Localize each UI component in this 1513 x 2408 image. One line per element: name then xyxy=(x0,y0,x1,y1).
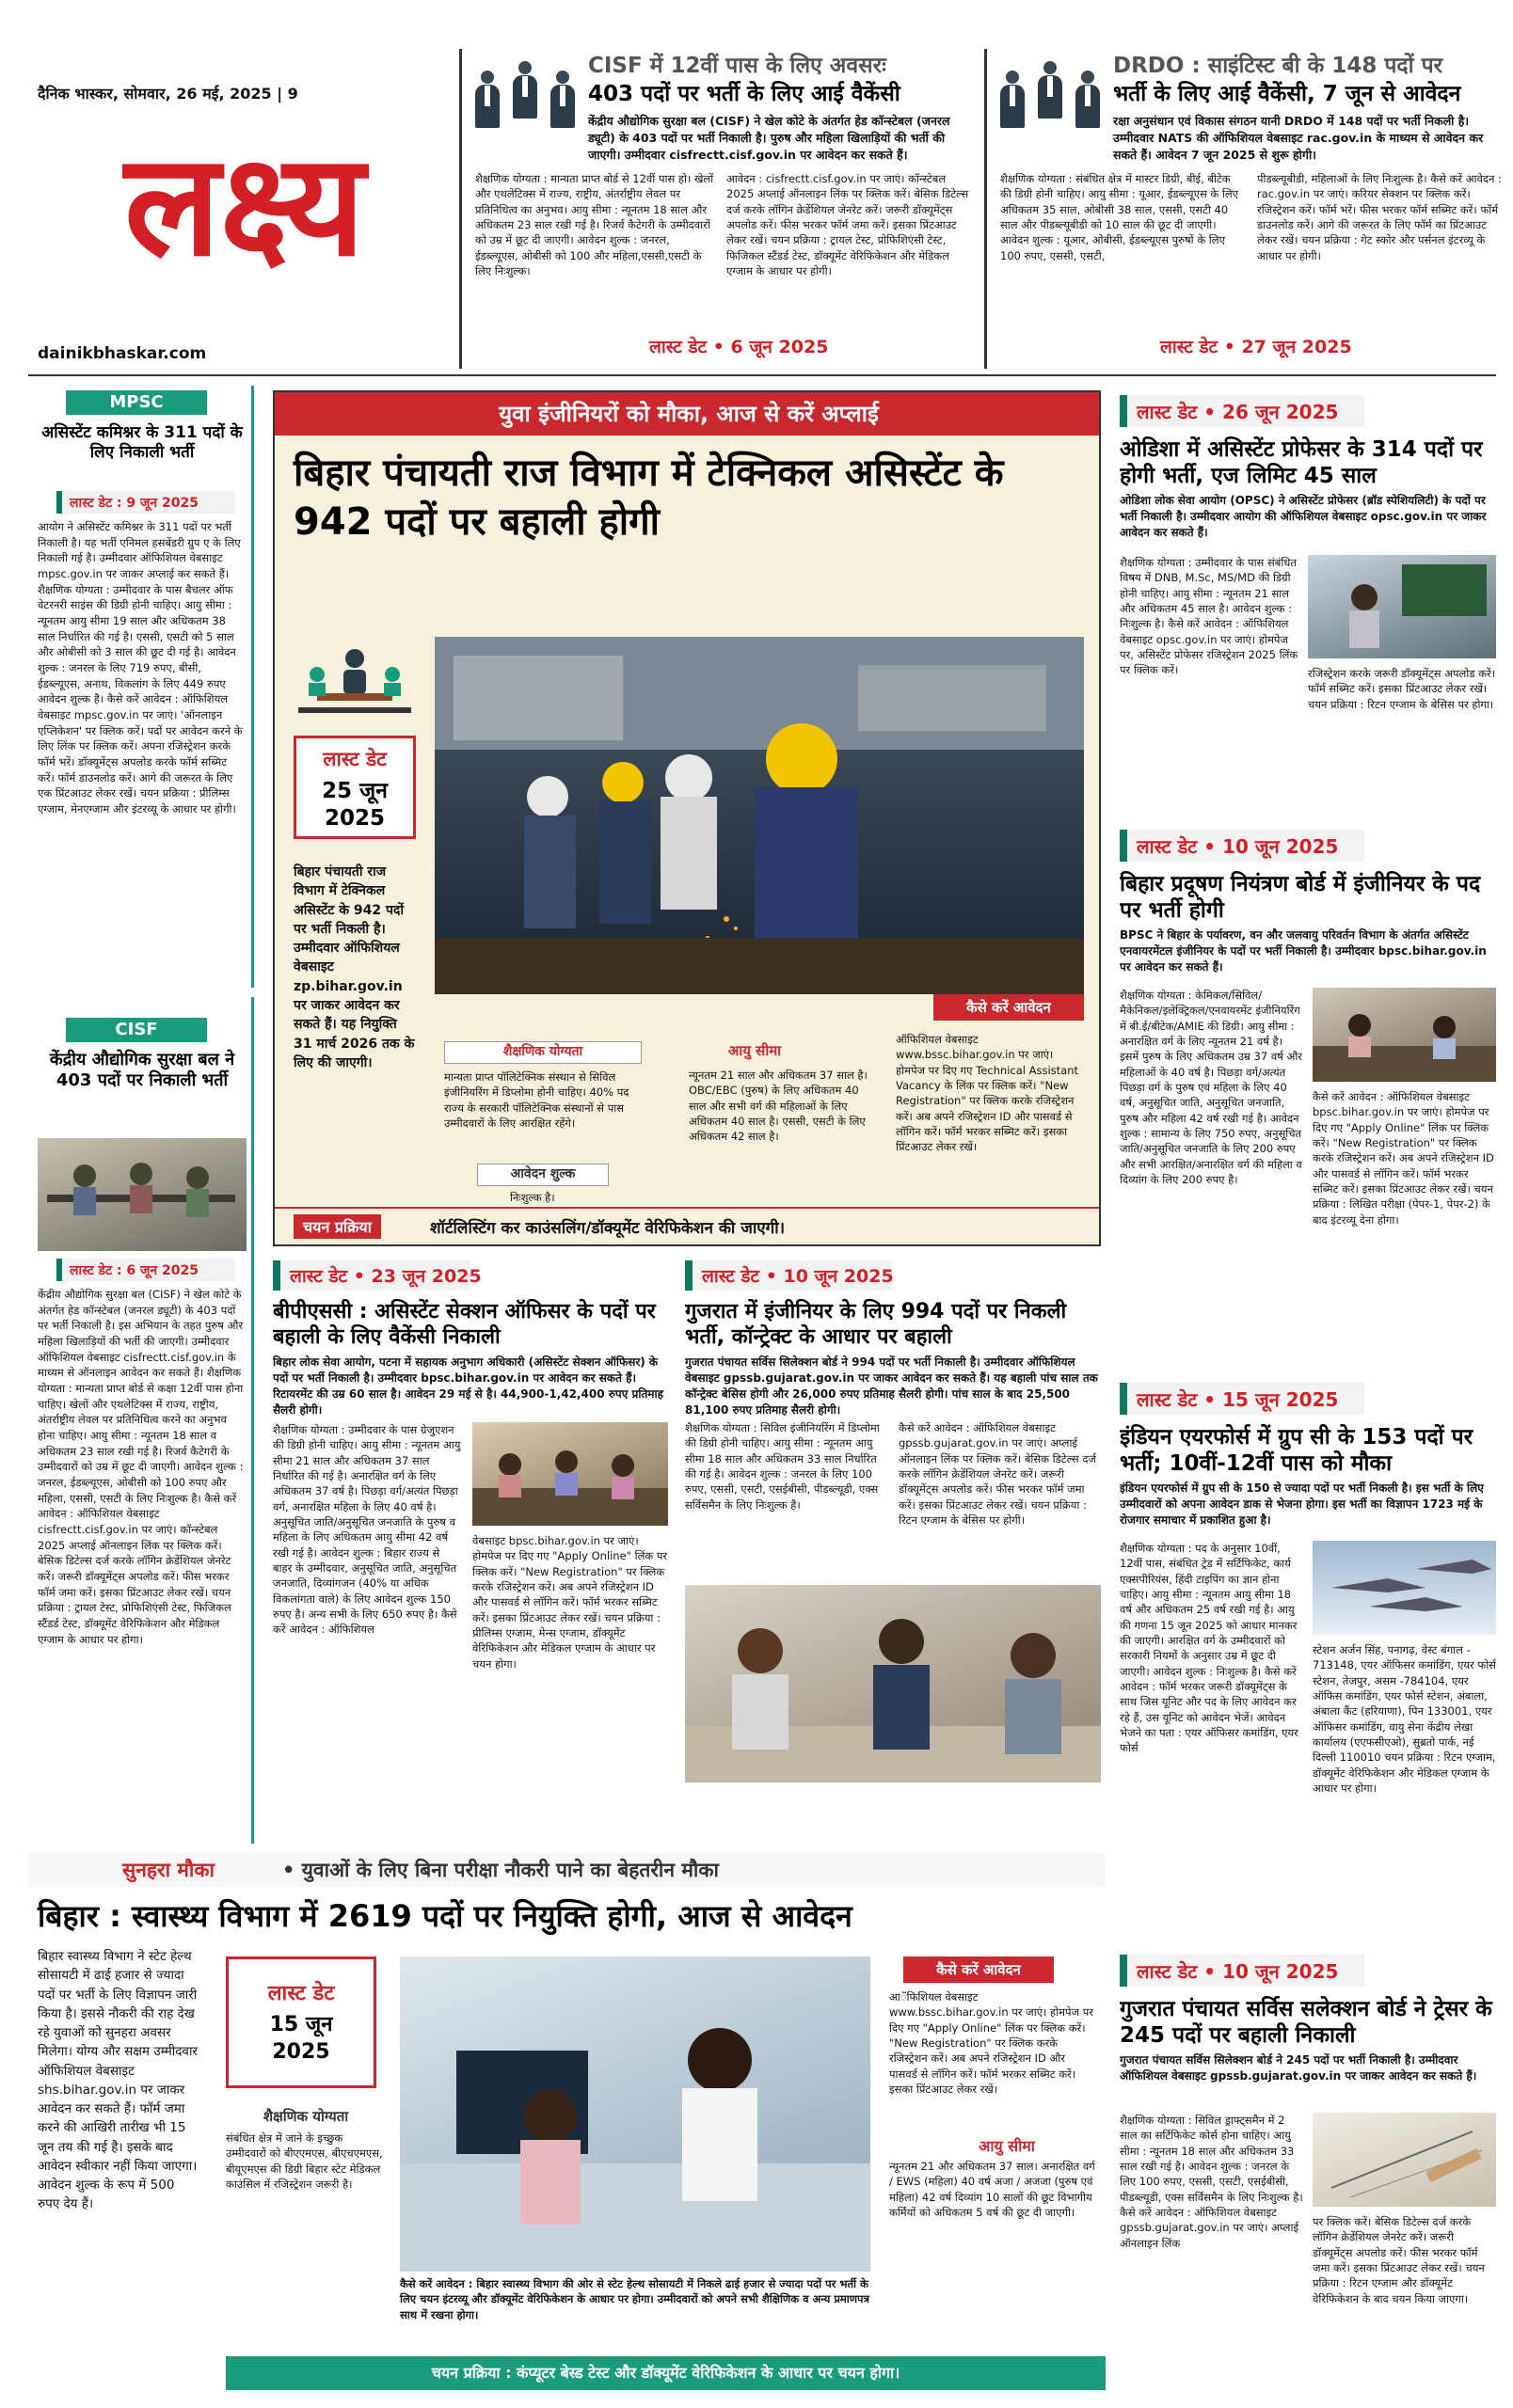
article-body: आयोग ने असिस्टेंट कमिश्नर के 311 पदों पर भर्ती निकाली है। यह भर्ती एनिमल हसबेंडरी ग्रुप ए के लिए निकाली गई है। उम्मीदवार ऑफिशियल वेबसाइट mpsc.gov.in पर जाकर अप्लाई कर सकते हैं। शैक्षणिक योग्यता : उम्मीदवार के पास बैचलर ऑफ वेटरनरी साइंस की डिग्री होनी चाहिए। आयु सीमा : न्यूनतम आयु सीमा 19 साल और अधिकतम 38 साल निर्धारित की गई है। एससी, एसटी को 5 साल और ओबीसी को 3 साल की छूट दी गई है। आवेदन शुल्क : जनरल के लिए 719 रुपए, बीसी, ईडब्ल्यूएस, अनाथ, विकलांग के लिए 449 रुपए आवेदन शुल्क है। कैसे करें आवेदन : ऑफिशियल वेबसाइट mpsc.gov.in पर जाएं। 'ऑनलाइन एप्लिकेशन' पर क्लिक करें। पदों पर आवेदन करने के लिए लिंक पर क्लिक करें। अपना रजिस्ट्रेशन करके फॉर्म भरें। डॉक्यूमेंट्स अपलोड करके फॉर्म सब्मिट करें। फॉर्म डाउनलोड करें। आगे की जरूरत के लिए एक प्रिंटआउट लेकर रखें। चयन प्रक्रिया : प्रीलिम्स एग्जाम, मेनएग्जाम और इंटरव्यू के आधार पर होगी। xyxy=(38,520,243,816)
left-summary: बिहार स्वास्थ्य विभाग ने स्टेट हेल्थ सोसायटी में ढाई हजार से ज्यादा पदों पर भर्ती के लिए विज्ञापन जारी किया है। इससे नौकरी की राह देख रहे युवाओं को सुनहरा अवसर मिलेगा। योग्य और सक्षम उम्मीदवार ऑफिशियल वेबसाइट shs.bihar.gov.in पर जाकर आवेदन कर सकते हैं। फॉर्म जमा करने की आखिरी तारीख भी 15 जून तय की गई है। इसके बाद आवेदन स्वीकार नहीं किया जाएगा। आवेदन शुल्क के रूप में 500 रुपए देय हैं। xyxy=(38,1949,198,2212)
mpsc-article xyxy=(28,386,254,988)
how-text: ऑफिशियल वेबसाइट www.bssc.bihar.gov.in पर जाएं। होमपेज पर दिए गए Technical Assistant Vacancy के लिंक पर क्लिक करें। "New Registration" पर क्लिक करके रजिस्ट्रेशन करें। अब अपने रजिस्ट्रेशन ID और पासवर्ड से लॉगिन करें। फॉर्म भरकर सब्मिट करें। इसका प्रिंटआउट लेकर रखें। xyxy=(896,1033,1079,1154)
fee-text: निःशुल्क है। xyxy=(510,1191,555,1204)
article-col2: पर क्लिक करें। बेसिक डिटेल्स दर्ज करके लॉगिन क्रेडेंशियल जेनरेट करें। जरूरी डॉक्यूमेंट्स अपलोड करें। फीस भरकर फॉर्म जमा करें। इसका प्रिंटआउट लेकर रखें। चयन प्रक्रिया : रिटन एग्जाम और डॉक्यूमेंट वेरिफिकेशन के बाद चयन किया जाएगा। xyxy=(1313,2215,1485,2305)
age-text: न्यूनतम 21 और अधिकतम 37 साल। अनारक्षित वर्ग / EWS (महिला) 40 वर्ष अजा / अजजा (पुरुष एवं महिला) 42 वर्ष दिव्यांग 10 सालों की छूट विभागीय कर्मियों को अधिकतम 5 वर्ष की छूट दी जाएगी। xyxy=(889,2160,1095,2219)
divider xyxy=(28,374,1496,376)
selection-text: शॉर्टलिस्टिंग कर काउंसलिंग/डॉक्यूमेंट वेरिफिकेशन की जाएगी। xyxy=(430,1219,786,1238)
masthead-logo xyxy=(66,113,423,292)
how-head: कैसे करें आवेदन xyxy=(903,1956,1054,1983)
gujarat-tracer-article xyxy=(1120,1955,1496,2397)
cisf-top-article xyxy=(470,47,979,367)
iaf-article xyxy=(1120,1383,1496,1947)
odisha-article xyxy=(1120,395,1496,818)
article-intro: BPSC ने बिहार के पर्यावरण, वन और जलवायु परिवर्तन विभाग के अंतर्गत असिस्टेंट एनवायरमेंटल इंजीनियर के पदों पर भर्ती निकाली है। उम्मीदवार bpsc.bihar.gov.in पर आवेदन कर सकते हैं। xyxy=(1120,928,1487,974)
article-intro: ओडिशा लोक सेवा आयोग (OPSC) ने असिस्टेंट प्रोफेसर (ब्रॉड स्पेशियलिटी) के पदों पर भर्ती निकाली है। उम्मीदवार आयोग की ऑफिशियल वेबसाइट opsc.gov.in पर जाकर आवेदन कर सकते हैं। xyxy=(1120,494,1487,540)
article-title: गुजरात पंचायत सर्विस सलेक्शन बोर्ड ने ट्रेसर के 245 पदों पर बहाली निकाली xyxy=(1120,1997,1492,2049)
article-col1: शैक्षणिक योग्यता : केमिकल/सिविल/मैकेनिकल/इलेक्ट्रिकल/एनवायरमेंट इंजीनियरिंग में बी.ई/बीटेक/AMIE की डिग्री। आयु सीमा : अनारक्षित वर्ग के लिए न्यूनतम 21 वर्ष है। इसमें पुरुष के लिए अधिकतम उम्र 37 वर्ष और महिलाओं के 40 वर्ष है। पिछड़ा वर्ग/अत्यंत पिछड़ा वर्ग के पुरुष एवं महिला के लिए 40 वर्ष, अनुसूचित जाति, अनुसूचित जनजाति, पुरुष और महिला 42 वर्ष रखी गई है। आवेदन शुल्क : सामान्य के लिए 750 रुपए, अनुसूचित जाति/अनुसूचित जनजाति के लिए 200 रुपए और सभी आरक्षित/अनारक्षित वर्ग की महिला व दिव्यांग के लिए 200 रुपए है। xyxy=(1120,989,1302,1186)
headline: बिहार पंचायती राज विभाग में टेक्निकल असिस्टेंट के 942 पदों पर बहाली होगी xyxy=(294,452,1004,544)
last-date-box xyxy=(294,736,416,839)
edu-text: संबंधित क्षेत्र में जाने के इच्छुक उम्मीदवारों को बीएएमएस, बीएचएमएस, बीयूएमएस की डिग्री बिहार स्टेट मेडिकल काउंसिल में रजिस्ट्रेशन जरूरी है। xyxy=(226,2131,383,2191)
strip-text: • युवाओं के लिए बिना परीक्षा नौकरी पाने का बेहतरीन मौका xyxy=(282,1859,719,1881)
how-text: आॅफिशियल वेबसाइट www.bssc.bihar.gov.in पर जाएं। होमपेज पर दिए गए "Apply Online" लिंक पर क्लिक करें। "New Registration" पर क्लिक करके रजिस्ट्रेशन करें। अब अपने रजिस्ट्रेशन ID और पासवर्ड से लॉगिन करें। फॉर्म भरकर सब्मिट करें। इसका प्रिंटआउट लेकर रखें। xyxy=(889,1990,1093,2096)
publication-line: दैनिक भास्कर, सोमवार, 26 मई, 2025 | 9 xyxy=(38,85,298,103)
article-title: बिहार प्रदूषण नियंत्रण बोर्ड में इंजीनियर के पद पर भर्ती होगी xyxy=(1120,872,1481,924)
article-title: बीपीएससी : असिस्टेंट सेक्शन ऑफिसर के पदों पर बहाली के लिए वैकेंसी निकाली xyxy=(273,1300,656,1349)
exam-photo xyxy=(472,1422,668,1526)
bihar-main-article xyxy=(273,390,1101,1246)
article-intro: बिहार लोक सेवा आयोग, पटना में सहायक अनुभाग अधिकारी (असिस्टेंट सेक्शन ऑफिसर) के पदों पर भर्ती निकाली है। उम्मीदवार bpsc.bihar.gov.in पर आवेदन कर सकते हैं। रिटायरमेंट की उम्र 60 साल है। आवेदन 29 मई से है। 44,900-1,42,400 रुपए प्रतिमाह सैलरी होगी। xyxy=(273,1355,663,1418)
article-intro: रक्षा अनुसंधान एवं विकास संगठन यानी DRDO में 148 पदों पर भर्ती निकली है। उम्मीदवार NATS की ऑफिशियल वेबसाइट rac.gov.in के माध्यम से आवेदन कर सकते हैं। आवेदन 7 जून 2025 से शुरू होगी। xyxy=(1113,114,1484,162)
age-text: न्यूनतम 21 साल और अधिकतम 37 साल है। OBC/EBC (पुरुष) के लिए अधिकतम 40 साल और सभी वर्ग की महिलाओं के लिए अधिकतम 40 साल है। एससी, एसटी के लिए अधिकतम 42 साल है। xyxy=(689,1069,868,1144)
divider xyxy=(459,49,462,369)
article-col1: शैक्षणिक योग्यता : उम्मीदवार के पास ग्रेजुएशन की डिग्री होनी चाहिए। आयु सीमा : न्यूनतम आयु सीमा 21 साल और अधिकतम 37 साल निर्धारित की गई है। अनारक्षित वर्ग के लिए अधिकतम 37 वर्ष है। पिछड़ा वर्ग/अत्यंत पिछड़ा वर्ग, अनारक्षित महिला के लिए 40 वर्ष है। अनुसूचित जाति/अनुसूचित जनजाति के पुरुष व महिला के लिए अधिकतम आयु सीमा 42 वर्ष रखी गई है। आवेदन शुल्क : बिहार राज्य से बाहर के उम्मीदवार, अनुसूचित जाति, अनुसूचित जनजाति, दिव्यांगजन (40% या अधिक विकलांगता वाले) के लिए आवेदन शुल्क 150 रुपए है। अन्य सभी के लिए 650 रुपए है। कैसे करें आवेदन : ऑफिशियल xyxy=(273,1423,461,1637)
gujarat-engineer-article xyxy=(685,1260,1101,1787)
last-date: लास्ट डेट : 9 जून 2025 xyxy=(56,491,235,514)
section-tag: CISF xyxy=(66,1018,207,1042)
article-title: इंडियन एयरफोर्स में ग्रुप सी के 153 पदों पर भर्ती; 10वीं-12वीं पास को मौका xyxy=(1120,1425,1473,1477)
article-title: भर्ती के लिए आई वैकेंसी, 7 जून से आवेदन xyxy=(1113,82,1461,106)
article-col2: कैसे करें आवेदन : ऑफिशियल वेबसाइट bpsc.bihar.gov.in पर जाएं। होमपेज पर दिए गए "Apply Online" लिंक पर क्लिक करें। "New Registration" पर क्लिक करके रजिस्ट्रेशन करें। अब अपने रजिस्ट्रेशन ID और पासवर्ड से लॉगिन करें। फॉर्म भरकर सब्मिट करें। इसका प्रिंटआउट लेकर रखें। चयन प्रक्रिया : लिखित परीक्षा (पेपर-1, पेपर-2) के बाद इंटरव्यू देना होगा। xyxy=(1313,1090,1494,1227)
article-col1: शैक्षणिक योग्यता : मान्यता प्राप्त बोर्ड से 12वीं पास हो। खेलों और एथलेटिक्स में राज्य, राष्ट्रीय, अंतर्राष्ट्रीय लेवल पर प्रतिनिधित्व का अनुभव। आयु सीमा : न्यूनतम 18 साल और अधिकतम 23 साल रखी गई है। रिजर्व कैटेगरी के उम्मीदवारों को उम्र में छूट दी जाएगी। आवेदन शुल्क : जनरल, ईडब्ल्यूएस, ओबीसी को 100 और महिला,एससी,एसटी के लिए निःशुल्क। xyxy=(475,172,714,277)
article-col2: स्टेशन अर्जन सिंह, पनागढ़, वेस्ट बंगाल - 713148, एयर ऑफिसर कमांडिंग, एयर फोर्स स्टेशन, तेजपुर, असम -784104, एयर ऑफिस कमांडिंग, एयर फोर्स स्टेशन, अंबाला, अंबाला कैंट (हरियाणा), पिन 133001, एयर ऑफिसर कमांडिंग, वायु सेना केंद्रीय लेखा कार्यालय (एएफसीएओ), सुब्रतो पार्क, नई दिल्ली 110010 चयन प्रक्रिया : रिटन एग्जाम, डॉक्यूमेंट वेरिफिकेशन और मेडिकल एग्जाम के आधार पर होगा। xyxy=(1313,1643,1496,1795)
headline: बिहार : स्वास्थ्य विभाग में 2619 पदों पर नियुक्ति होगी, आज से आवेदन xyxy=(38,1898,852,1934)
article-kicker: CISF में 12वीं पास के लिए अवसरः xyxy=(588,54,886,78)
last-date: लास्ट डेट • 10 जून 2025 xyxy=(1120,1955,1364,1987)
article-col1: शैक्षणिक योग्यता : सिविल ड्राफ्ट्समैन में 2 साल का सर्टिफिकेट कोर्स होना चाहिए। आयु सीमा : न्यूनतम 18 साल और अधिकतम 33 साल रखी गई है। आवेदन शुल्क : जनरल के लिए 100 रुपए, एससी, एसटी, एसईबीसी, पीडब्ल्यूडी, एक्स सर्विसमैन के लिए निःशुल्क है। कैसे करें आवेदन : ऑफिशियल वेबसाइट gpssb.gujarat.gov.in पर जाएं। अप्लाई ऑनलाइन लिंक xyxy=(1120,2114,1303,2250)
strip-tag: सुनहरा मौका xyxy=(122,1859,215,1881)
edu-head: शैक्षणिक योग्यता xyxy=(444,1041,642,1064)
engineers-photo xyxy=(685,1585,1101,1782)
last-date: लास्ट डेट • 10 जून 2025 xyxy=(685,1260,892,1291)
last-date: लास्ट डेट • 26 जून 2025 xyxy=(1120,395,1364,427)
cisf-side-article xyxy=(28,997,254,1844)
article-title: ओडिशा में असिस्टेंट प्रोफेसर के 314 पदों पर होगी भर्ती, एज लिमिट 45 साल xyxy=(1120,437,1483,489)
exam-photo xyxy=(1313,988,1496,1082)
article-col1: शैक्षणिक योग्यता : सिविल इंजीनियरिंग में डिप्लोमा की डिग्री होनी चाहिए। आयु सीमा : न्यूनतम आयु सीमा 18 साल और अधिकतम 33 साल निर्धारित की गई है। आवेदन शुल्क : जनरल के लिए 100 रुपए, एससी, एसटी, एसईबीसी, पीडब्ल्यूडी, एक्स सर्विसमैन के लिए निःशुल्क है। xyxy=(685,1421,880,1512)
bihar-health-article xyxy=(28,1853,1106,2399)
article-title: 403 पदों पर भर्ती के लिए आई वैकेंसी xyxy=(588,82,900,106)
article-intro: केंद्रीय औद्योगिक सुरक्षा बल (CISF) ने खेल कोटे के अंतर्गत हेड कॉन्स्टेबल (जनरल ड्यूटी) के 403 पदों पर भर्ती निकाली है। पुरुष और महिला खिलाड़ियों की भर्ती की जाएगी। उम्मीदवार cisfrectt.cisf.gov.in पर आवेदन कर सकते हैं। xyxy=(588,114,950,162)
drdo-top-article xyxy=(995,47,1508,367)
last-date: लास्ट डेट : 6 जून 2025 xyxy=(56,1259,235,1281)
side-summary: बिहार पंचायती राज विभाग में टेक्निकल असिस्टेंट के 942 पदों पर भर्ती निकली है। उम्मीदवार ऑफिशियल वेबसाइट zp.bihar.gov.in पर जाकर आवेदन कर सकते हैं। यह नियुक्ति 31 मार्च 2026 तक के लिए की जाएगी। xyxy=(294,864,415,1070)
strip xyxy=(28,1853,1106,1887)
last-date-box xyxy=(226,1956,376,2088)
exam-hall-photo xyxy=(38,1138,247,1251)
last-date-value: 25 जून 2025 xyxy=(322,779,388,831)
masthead-area xyxy=(0,0,452,376)
age-head: आयु सीमा xyxy=(979,2137,1035,2155)
doctor-photo xyxy=(400,1956,870,2272)
last-date-label: लास्ट डेट xyxy=(323,748,387,770)
last-date: लास्ट डेट • 27 जून 2025 xyxy=(1160,337,1352,357)
workshop-photo xyxy=(435,637,1084,994)
fee-head: आवेदन शुल्क xyxy=(477,1164,609,1186)
article-kicker: DRDO : साइंटिस्ट बी के 148 पदों पर xyxy=(1113,54,1443,78)
bihar-pollution-board-article xyxy=(1120,830,1496,1375)
article-col2: आवेदन : cisfrectt.cisf.gov.in पर जाएं। कॉन्स्टेबल 2025 अप्लाई ऑनलाइन लिंक पर क्लिक करें। बेसिक डिटेल्स दर्ज करके लॉगिन क्रेडेंशियल जेनरेट करें। जरूरी डॉक्यूमेंट्स अपलोड करें। फीस भरकर फॉर्म जमा करें। इसका प्रिंटआउट लेकर रखें। चयन प्रक्रिया : ट्रायल टेस्ट, प्रोफिशिएंसी टेस्ट, फिजिकल स्टैंडर्ड टेस्ट, डॉक्यूमेंट वेरिफिकेशन और मेडिकल एग्जाम के आधार पर होगी। xyxy=(726,172,969,277)
age-head: आयु सीमा xyxy=(727,1042,782,1059)
website-url: dainikbhaskar.com xyxy=(38,344,207,363)
article-title: असिस्टेंट कमिश्नर के 311 पदों के लिए निकाली भर्ती xyxy=(41,423,243,462)
banner: युवा इंजीनियरों को मौका, आज से करें अप्लाई xyxy=(275,392,1101,436)
article-intro: गुजरात पंचायत सर्विस सिलेक्शन बोर्ड ने 994 पदों पर भर्ती निकाली है। उम्मीदवार ऑफिशियल वेबसाइट gpssb.gujarat.gov.in पर जाकर आवेदन कर सकते हैं। यह बहाली पांच साल तक कॉन्ट्रेक्ट बेसिस होगी और 26,000 रुपए प्रतिमाह सैलरी होगी। पांच साल के बाद 25,500 81,100 रुपए प्रतिमाह सैलरी होगी। xyxy=(685,1355,1098,1418)
article-col2: वेबसाइट bpsc.bihar.gov.in पर जाएं। होमपेज पर दिए गए "Apply Online" लिंक पर क्लिक करें। "New Registration" पर क्लिक करके रजिस्ट्रेशन करें। अब अपने रजिस्ट्रेशन ID और पासवर्ड से लॉगिन करें। फॉर्म भरकर सब्मिट करें। इसका प्रिंटआउट लेकर रखें। चयन प्रक्रिया : प्रीलिम्स एग्जाम, मेन्स एग्जाम, डॉक्यूमेंट वेरिफिकेशन और मेडिकल एग्जाम के आधार पर चयन होगा। xyxy=(472,1534,668,1671)
edu-head: शैक्षणिक योग्यता xyxy=(263,2108,349,2125)
divider xyxy=(984,49,987,369)
article-title: गुजरात में इंजीनियर के लिए 994 पदों पर निकली भर्ती, कॉन्ट्रेक्ट के आधार पर बहाली xyxy=(685,1300,1067,1349)
last-date: लास्ट डेट • 23 जून 2025 xyxy=(273,1260,470,1291)
last-date-value: 15 जून 2025 xyxy=(269,2013,333,2064)
article-body: केंद्रीय औद्योगिक सुरक्षा बल (CISF) ने खेल कोटे के अंतर्गत हेड कॉन्स्टेबल (जनरल ड्यूटी) के 403 पदों पर भर्ती निकाली है। इस अभियान के तहत पुरुष और महिला खिलाड़ियों की भर्ती की जाएगी। उम्मीदवार ऑफिशियल वेबसाइट cisfrectt.cisf.gov.in के माध्यम से ऑनलाइन आवेदन कर सकते हैं। शैक्षणिक योग्यता : मान्यता प्राप्त बोर्ड से कक्षा 12वीं पास होना चाहिए। खेलों और एथलेटिक्स में राज्य, राष्ट्रीय, अंतर्राष्ट्रीय लेवल पर प्रतिनिधित्व करने का अनुभव होना चाहिए। आयु सीमा : न्यूनतम 18 साल व अधिकतम 23 साल रखी गई है। रिजर्व कैटेगरी के उम्मीदवारों को उम्र में छूट दी जाएगी। आवेदन शुल्क : जनरल, ईडब्ल्यूएस, ओबीसी को 100 रुपए और महिला, एससी, एसटी के लिए निःशुल्क है। कैसे करें आवेदन : ऑफिशियल वेबसाइट cisfrectt.cisf.gov.in पर जाएं। कॉन्स्टेबल 2025 अप्लाई ऑनलाइन लिंक पर क्लिक करें। बेसिक डिटेल्स दर्ज करके लॉगिन क्रेडेंशियल जेनरेट करें। जरूरी डॉक्यूमेंट्स अपलोड करें। फीस भरकर फॉर्म जमा करें। इसका प्रिंटआउट लेकर रखें। चयन प्रक्रिया : ट्रायल टेस्ट, प्रोफिशिएंसी टेस्ट, फिजिकल स्टैंडर्ड टेस्ट, डॉक्यूमेंट वेरिफिकेशन और मेडिकल एग्जाम के आधार पर होगा। xyxy=(38,1288,244,1646)
masthead-text: लक्ष्य xyxy=(124,124,365,288)
last-date-label: लास्ट डेट xyxy=(267,1982,335,2005)
edu-text: मान्यता प्राप्त पॉलिटेक्निक संस्थान से सिविल इंजीनियरिंग में डिप्लोमा होनी चाहिए। 40% पद राज्य के सरकारी पॉलिटेक्निक संस्थानों से पास उम्मीदवारों के लिए आरक्षित रहेंगे। xyxy=(444,1070,629,1130)
last-date: लास्ट डेट • 10 जून 2025 xyxy=(1120,830,1364,862)
people-icon xyxy=(1000,61,1104,136)
how-to-apply-tag: कैसे करें आवेदन xyxy=(933,994,1084,1021)
bpsc-aso-article xyxy=(273,1260,668,1787)
classroom-photo xyxy=(1308,555,1496,658)
office-icon xyxy=(298,642,411,731)
article-intro: इंडियन एयरफोर्स में ग्रुप सी के 150 से ज्यादा पदों पर भर्ती निकली है। इस भर्ती के लिए उम्मीदवारों को अपना आवेदन डाक से भेजना होगा। इस भर्ती का विज्ञापन 1723 मई के रोजगार समाचार में प्रकाशित हुआ है। xyxy=(1120,1481,1484,1528)
article-col1: शैक्षणिक योग्यता : संबंधित क्षेत्र में मास्टर डिग्री, बीई, बीटेक की डिग्री होनी चाहिए। आयु सीमा : यूआर, ईडब्ल्यूएस के लिए अधिकतम 35 साल, ओबीसी 38 साल, एससी, एसटी 40 साल और पीडब्ल्यूबीडी को 10 साल की छूट दी जाएगी। आवेदन शुल्क : यूआर, ओबीसी, ईडब्ल्यूएस पुरुषों के लिए 100 रुपए, एससी, एसटी, xyxy=(1000,172,1238,262)
selection-head: चयन प्रक्रिया xyxy=(294,1214,381,1239)
jets-photo xyxy=(1313,1541,1496,1635)
last-date: लास्ट डेट • 15 जून 2025 xyxy=(1120,1383,1364,1415)
article-col2: रजिस्ट्रेशन करके जरूरी डॉक्यूमेंट्स अपलोड करें। फॉर्म सब्मिट करें। इसका प्रिंटआउट लेकर रखें। चयन प्रक्रिया : रिटन एग्जाम के बेसिस पर होगा। xyxy=(1308,667,1496,711)
last-date: लास्ट डेट • 6 जून 2025 xyxy=(649,337,829,357)
article-col1: शैक्षणिक योग्यता : उम्मीदवार के पास संबंधित विषय में DNB, M.Sc, MS/MD की डिग्री होनी चाहिए। आयु सीमा : न्यूनतम 21 साल और अधिकतम 45 साल है। आवेदन शुल्क : निःशुल्क है। कैसे करें आवेदन : ऑफिशियल वेबसाइट opsc.gov.in पर जाएं। होमपेज पर, असिस्टेंट प्रोफेसर रजिस्ट्रेशन 2025 लिंक पर क्लिक करें। xyxy=(1120,556,1298,677)
article-title: केंद्रीय औद्योगिक सुरक्षा बल ने 403 पदों पर निकाली भर्ती xyxy=(49,1050,235,1090)
section-tag: MPSC xyxy=(66,390,207,415)
people-icon xyxy=(475,61,579,136)
selection-bar xyxy=(275,1207,1101,1244)
photo-caption: कैसे करें आवेदन : बिहार स्वास्थ्य विभाग की ओर से स्टेट हेल्थ सोसायटी में निकले ढाई हजार से ज्यादा पदों पर भर्ती के लिए चयन इंटरव्यू और डॉक्यूमेंट वेरिफिकेशन के आधार पर होगा। उम्मीदवारों को अपने सभी शैक्षिणिक व अन्य प्रमाणपत्र साथ में रखना होगा। xyxy=(400,2277,869,2321)
article-col2: पीडब्ल्यूबीडी, महिलाओं के लिए निःशुल्क है। कैसे करें आवेदन : rac.gov.in पर जाएं। करियर सेक्शन पर क्लिक करें। रजिस्ट्रेशन करें। फॉर्म भरें। फीस भरकर फॉर्म सब्मिट करें। फॉर्म डाउनलोड करें। आगे की जरूरत के लिए फॉर्म का प्रिंटआउट लेकर रखें। चयन प्रक्रिया : गेट स्कोर और पर्सनल इंटरव्यू के आधार पर होगी। xyxy=(1257,172,1502,262)
drawing-photo xyxy=(1313,2113,1496,2207)
article-col2: कैसे करें आवेदन : ऑफिशियल वेबसाइट gpssb.gujarat.gov.in पर जाएं। अप्लाई ऑनलाइन लिंक पर क्लिक करें। बेसिक डिटेल्स दर्ज करके लॉगिन क्रेडेंशियल जेनरेट करें। जरूरी डॉक्यूमेंट्स अपलोड करें। फीस भरकर फॉर्म जमा करें। इसका प्रिंटआउट लेकर रखें। चयन प्रक्रिया : रिटन एग्जाम के बेसिस पर होगी। xyxy=(899,1421,1096,1527)
article-intro: गुजरात पंचायत सर्विस सिलेक्शन बोर्ड ने 245 पदों पर भर्ती निकाली है। उम्मीदवार ऑफिशियल वेबसाइट gpssb.gujarat.gov.in पर जाकर आवेदन कर सकते हैं। xyxy=(1120,2053,1477,2083)
selection-bar: चयन प्रक्रिया : कंप्यूटर बेस्ड टेस्ट और डॉक्यूमेंट वेरिफिकेशन के आधार पर चयन होगा। xyxy=(226,2356,1106,2390)
article-col1: शैक्षणिक योग्यता : पद के अनुसार 10वीं, 12वीं पास, संबंधित ट्रेड में सर्टिफिकेट, कार्य एक्सपीरियंस, हिंदी टाइपिंग का ज्ञान होना चाहिए। आयु सीमा : न्यूनतम आयु सीमा 18 वर्ष और अधिकतम 25 वर्ष रखी गई है। आयु की गणना 15 जून 2025 को आधार मानकर की जाएगी। आरक्षित वर्ग के उम्मीदवारों को सरकारी नियमों के अनुसार उम्र में छूट दी जाएगी। आवेदन शुल्क : निःशुल्क है। कैसे करें आवेदन : फॉर्म भरकर जरूरी डॉक्यूमेंट्स के साथ जिस यूनिट और पद के लिए आवेदन कर रहे हैं, उस यूनिट को आवेदन भेजें। आवेदन भेजने का पता : एयर ऑफिसर कमांडिंग, एयर फोर्स xyxy=(1120,1542,1298,1755)
